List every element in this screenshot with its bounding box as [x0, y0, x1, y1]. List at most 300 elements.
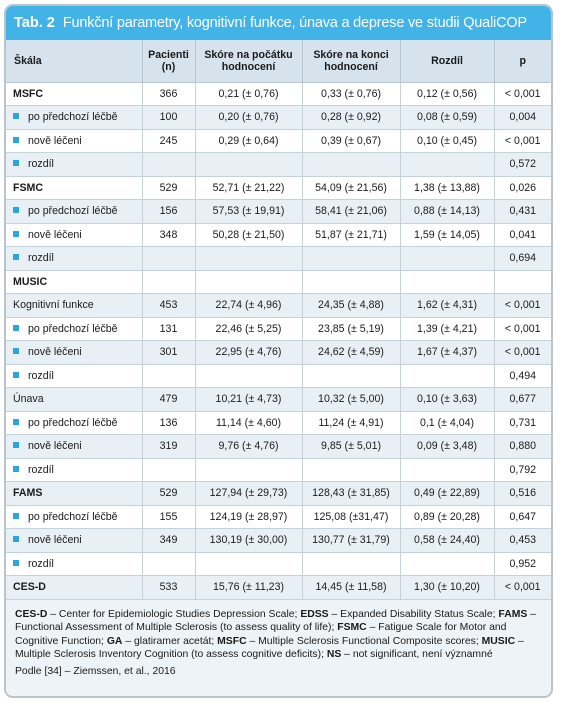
header-score-start: Skóre na počátku hodnocení	[195, 40, 302, 82]
cell-score-end	[302, 294, 400, 318]
cell-scale	[6, 411, 142, 435]
header-scale: Škála	[6, 40, 142, 82]
cell-text: 1,67 (± 4,37)	[417, 346, 477, 359]
table-row	[6, 200, 551, 224]
table-row	[6, 364, 551, 388]
cell-p-value	[494, 529, 551, 553]
cell-score-end	[302, 505, 400, 529]
abbreviation-definition: – Fatigue Scale for Motor and Cognitive Function;	[15, 622, 507, 647]
cell-text: 15,76 (± 11,23)	[213, 581, 284, 594]
cell-patients	[142, 270, 195, 294]
cell-text: 11,24 (± 4,91)	[318, 416, 384, 429]
cell-text: 0,28 (± 0,92)	[321, 111, 381, 124]
cell-text: FAMS	[13, 487, 43, 500]
cell-text: nově léčeni	[28, 228, 82, 241]
cell-text: 54,09 (± 21,56)	[315, 181, 387, 194]
cell-score-start	[195, 505, 302, 529]
cell-text: 22,95 (± 4,76)	[215, 346, 282, 359]
bullet-icon	[13, 419, 19, 425]
abbreviation-definition: – glatiramer acetát;	[122, 635, 218, 647]
cell-p-value	[494, 106, 551, 130]
table-row	[6, 153, 551, 177]
cell-text: 24,35 (± 4,88)	[318, 299, 384, 312]
cell-text: 136	[159, 416, 178, 429]
bullet-icon	[13, 254, 19, 260]
cell-score-start	[195, 200, 302, 224]
cell-patients	[142, 129, 195, 153]
cell-score-start	[195, 435, 302, 459]
cell-p-value	[494, 482, 551, 506]
cell-score-end	[302, 552, 400, 576]
cell-text: 0,20 (± 0,76)	[218, 111, 279, 124]
cell-difference	[400, 458, 494, 482]
cell-scale	[6, 223, 142, 247]
cell-scale	[6, 505, 142, 529]
cell-score-start	[195, 176, 302, 200]
cell-text: nově léčeni	[28, 534, 82, 547]
cell-text: 0,89 (± 20,28)	[414, 510, 480, 523]
cell-p-value	[494, 223, 551, 247]
cell-patients	[142, 364, 195, 388]
abbreviation-definition: – Multiple Sclerosis Inventory Cognition (to assess cognitive deficits);	[15, 635, 524, 661]
cell-text: 127,94 (± 29,73)	[209, 487, 288, 500]
abbreviation-term: MUSIC	[481, 635, 516, 647]
cell-score-end	[302, 129, 400, 153]
abbreviation-term: GA	[106, 635, 123, 647]
cell-difference	[400, 388, 494, 412]
bullet-icon	[13, 325, 19, 331]
cell-text: 131	[159, 322, 178, 335]
cell-text: 0,10 (± 3,63)	[417, 393, 477, 406]
table-row	[6, 505, 551, 529]
cell-patients	[142, 552, 195, 576]
cell-text: 0,494	[509, 369, 536, 382]
cell-text: 0,88 (± 14,13)	[414, 205, 480, 218]
cell-text: 130,19 (± 30,00)	[209, 534, 288, 547]
cell-p-value	[494, 129, 551, 153]
cell-score-end	[302, 435, 400, 459]
cell-score-start	[195, 388, 302, 412]
cell-text: 0,21 (± 0,76)	[218, 87, 279, 100]
cell-scale	[6, 106, 142, 130]
table-row	[6, 82, 551, 106]
cell-text: 0,677	[509, 393, 536, 406]
cell-score-end	[302, 411, 400, 435]
cell-text: 0,026	[509, 181, 536, 194]
cell-patients	[142, 576, 195, 600]
cell-difference	[400, 529, 494, 553]
cell-text: 155	[159, 510, 178, 523]
cell-scale	[6, 458, 142, 482]
cell-difference	[400, 153, 494, 177]
cell-text: < 0,001	[504, 346, 541, 359]
cell-text: 57,53 (± 19,91)	[212, 205, 285, 218]
cell-p-value	[494, 317, 551, 341]
bullet-icon	[13, 113, 19, 119]
cell-text: MUSIC	[13, 275, 48, 288]
cell-score-start	[195, 458, 302, 482]
cell-p-value	[494, 153, 551, 177]
cell-text: 0,731	[509, 416, 536, 429]
cell-scale	[6, 200, 142, 224]
cell-difference	[400, 129, 494, 153]
cell-scale	[6, 435, 142, 459]
cell-text: nově léčeni	[28, 440, 82, 453]
cell-score-start	[195, 552, 302, 576]
cell-patients	[142, 82, 195, 106]
cell-text: < 0,001	[504, 299, 541, 312]
cell-text: 0,792	[509, 463, 536, 476]
bullet-icon	[13, 137, 19, 143]
cell-text: 479	[159, 393, 178, 406]
cell-patients	[142, 200, 195, 224]
cell-text: MSFC	[13, 87, 44, 100]
table-row	[6, 458, 551, 482]
cell-p-value	[494, 505, 551, 529]
cell-p-value	[494, 294, 551, 318]
cell-text: rozdíl	[28, 463, 54, 476]
cell-text: 24,62 (± 4,59)	[318, 346, 384, 359]
table-row	[6, 270, 551, 294]
bullet-icon	[13, 560, 19, 566]
cell-score-end	[302, 176, 400, 200]
cell-score-end	[302, 106, 400, 130]
cell-patients	[142, 176, 195, 200]
cell-text: < 0,001	[504, 581, 541, 594]
table-row	[6, 223, 551, 247]
header-difference: Rozdíl	[400, 40, 494, 82]
cell-text: 319	[159, 440, 178, 453]
cell-difference	[400, 294, 494, 318]
abbreviation-term: MSFC	[217, 635, 247, 647]
table-title: Funkční parametry, kognitivní funkce, únava a deprese ve studii QualiCOP	[62, 15, 527, 31]
table-row	[6, 294, 551, 318]
table-title-bar	[6, 6, 551, 40]
cell-p-value	[494, 552, 551, 576]
cell-text: 301	[159, 346, 178, 359]
cell-text: 0,39 (± 0,67)	[321, 134, 381, 147]
cell-score-end	[302, 153, 400, 177]
cell-score-end	[302, 223, 400, 247]
cell-text: 0,1 (± 4,04)	[419, 416, 475, 429]
cell-score-end	[302, 317, 400, 341]
cell-scale	[6, 341, 142, 365]
cell-difference	[400, 247, 494, 271]
cell-score-end	[302, 529, 400, 553]
bullet-icon	[13, 348, 19, 354]
bullet-icon	[13, 231, 19, 237]
cell-text: 529	[159, 487, 178, 500]
cell-scale	[6, 176, 142, 200]
cell-score-end	[302, 341, 400, 365]
cell-text: 10,21 (± 4,73)	[215, 393, 282, 406]
cell-difference	[400, 106, 494, 130]
cell-text: CES-D	[13, 581, 46, 594]
cell-p-value	[494, 82, 551, 106]
cell-text: 10,32 (± 5,00)	[318, 393, 384, 406]
cell-text: 156	[159, 205, 178, 218]
cell-text: po předchozí léčbě	[28, 205, 118, 218]
bullet-icon	[13, 513, 19, 519]
cell-difference	[400, 341, 494, 365]
cell-text: 0,516	[509, 487, 536, 500]
cell-patients	[142, 223, 195, 247]
cell-text: 0,880	[509, 440, 536, 453]
cell-scale	[6, 247, 142, 271]
cell-text: 0,041	[509, 228, 536, 241]
cell-patients	[142, 482, 195, 506]
table-row	[6, 576, 551, 600]
table-row	[6, 529, 551, 553]
cell-text: 0,33 (± 0,76)	[321, 87, 381, 100]
cell-text: 22,46 (± 5,25)	[215, 322, 282, 335]
cell-text: 529	[159, 181, 178, 194]
cell-text: 0,29 (± 0,64)	[218, 134, 279, 147]
cell-p-value	[494, 458, 551, 482]
cell-text: Únava	[13, 393, 44, 406]
cell-patients	[142, 106, 195, 130]
cell-patients	[142, 411, 195, 435]
cell-text: rozdíl	[28, 369, 54, 382]
cell-score-start	[195, 223, 302, 247]
cell-score-end	[302, 247, 400, 271]
cell-text: 0,49 (± 22,89)	[414, 487, 480, 500]
cell-score-start	[195, 82, 302, 106]
cell-text: 124,19 (± 28,97)	[209, 510, 288, 523]
cell-text: 50,28 (± 21,50)	[212, 228, 285, 241]
cell-patients	[142, 505, 195, 529]
bullet-icon	[13, 207, 19, 213]
cell-patients	[142, 153, 195, 177]
cell-p-value	[494, 247, 551, 271]
table-row	[6, 552, 551, 576]
cell-text: 0,004	[509, 111, 536, 124]
header-patients: Pacienti (n)	[142, 40, 195, 82]
cell-score-end	[302, 576, 400, 600]
cell-text: 0,08 (± 0,59)	[417, 111, 477, 124]
cell-score-start	[195, 317, 302, 341]
cell-score-start	[195, 364, 302, 388]
cell-text: 100	[159, 111, 178, 124]
cell-text: 453	[159, 299, 178, 312]
cell-score-start	[195, 153, 302, 177]
bullet-icon	[13, 372, 19, 378]
cell-scale	[6, 129, 142, 153]
cell-score-start	[195, 529, 302, 553]
cell-score-start	[195, 294, 302, 318]
table-number: Tab. 2	[14, 15, 55, 31]
cell-text: po předchozí léčbě	[28, 510, 118, 523]
cell-text: 245	[159, 134, 178, 147]
cell-scale	[6, 294, 142, 318]
abbreviation-definition: – Expanded Disability Status Scale;	[328, 608, 499, 620]
cell-text: 9,85 (± 5,01)	[321, 440, 381, 453]
cell-difference	[400, 411, 494, 435]
abbreviation-definition: – Multiple Sclerosis Functional Composite scores;	[246, 635, 482, 647]
cell-text: 1,59 (± 14,05)	[414, 228, 480, 241]
cell-difference	[400, 223, 494, 247]
cell-difference	[400, 552, 494, 576]
cell-patients	[142, 529, 195, 553]
cell-text: 0,572	[509, 158, 536, 171]
abbreviations	[15, 608, 543, 662]
source-note: Podle [34] – Ziemssen, et al., 2016	[15, 665, 176, 677]
cell-patients	[142, 317, 195, 341]
cell-difference	[400, 176, 494, 200]
cell-text: 58,41 (± 21,06)	[315, 205, 387, 218]
cell-scale	[6, 364, 142, 388]
cell-text: 349	[159, 534, 178, 547]
bullet-icon	[13, 466, 19, 472]
cell-p-value	[494, 364, 551, 388]
header-row	[6, 40, 551, 82]
cell-text: 22,74 (± 4,96)	[215, 299, 282, 312]
cell-text: po předchozí léčbě	[28, 111, 118, 124]
abbreviation-term: CES-D	[15, 608, 48, 620]
abbreviation-term: NS	[326, 649, 342, 661]
cell-text: Kognitivní funkce	[13, 299, 94, 312]
cell-scale	[6, 82, 142, 106]
table-row	[6, 247, 551, 271]
cell-text: rozdíl	[28, 252, 54, 265]
cell-text: nově léčeni	[28, 346, 82, 359]
cell-difference	[400, 435, 494, 459]
abbreviation-term: FAMS	[498, 608, 528, 620]
cell-score-start	[195, 482, 302, 506]
table-row	[6, 129, 551, 153]
cell-text: 0,952	[509, 557, 536, 570]
cell-difference	[400, 576, 494, 600]
cell-text: 128,43 (± 31,85)	[312, 487, 390, 500]
results-table	[6, 40, 551, 600]
table-row	[6, 176, 551, 200]
cell-text: 125,08 (±31,47)	[313, 510, 389, 523]
cell-patients	[142, 435, 195, 459]
cell-scale	[6, 529, 142, 553]
cell-scale	[6, 576, 142, 600]
cell-scale	[6, 317, 142, 341]
table-row	[6, 317, 551, 341]
bullet-icon	[13, 442, 19, 448]
cell-scale	[6, 482, 142, 506]
cell-text: < 0,001	[504, 322, 541, 335]
cell-difference	[400, 505, 494, 529]
cell-text: 0,431	[509, 205, 536, 218]
header-p-value: p	[494, 40, 551, 82]
cell-patients	[142, 458, 195, 482]
table-row	[6, 411, 551, 435]
cell-p-value	[494, 576, 551, 600]
cell-difference	[400, 364, 494, 388]
table-row	[6, 341, 551, 365]
cell-patients	[142, 247, 195, 271]
cell-text: 11,14 (± 4,60)	[215, 416, 282, 429]
cell-text: 0,647	[509, 510, 536, 523]
cell-text: 366	[159, 87, 178, 100]
cell-score-start	[195, 411, 302, 435]
cell-text: 0,694	[509, 252, 536, 265]
cell-scale	[6, 552, 142, 576]
cell-text: < 0,001	[504, 87, 541, 100]
cell-text: 1,38 (± 13,88)	[414, 181, 480, 194]
cell-p-value	[494, 388, 551, 412]
cell-text: 0,10 (± 0,45)	[417, 134, 477, 147]
cell-patients	[142, 341, 195, 365]
cell-text: 0,58 (± 24,40)	[414, 534, 480, 547]
table-row	[6, 482, 551, 506]
cell-p-value	[494, 270, 551, 294]
cell-difference	[400, 482, 494, 506]
cell-score-start	[195, 247, 302, 271]
cell-difference	[400, 82, 494, 106]
cell-text: < 0,001	[504, 134, 541, 147]
cell-text: 14,45 (± 11,58)	[315, 581, 387, 594]
cell-scale	[6, 270, 142, 294]
abbreviation-definition: – not significant, není významné	[341, 649, 493, 661]
cell-p-value	[494, 176, 551, 200]
cell-text: 1,30 (± 10,20)	[414, 581, 480, 594]
cell-score-start	[195, 270, 302, 294]
cell-p-value	[494, 200, 551, 224]
header-score-end: Skóre na konci hodnocení	[302, 40, 400, 82]
cell-score-end	[302, 482, 400, 506]
cell-scale	[6, 153, 142, 177]
cell-score-start	[195, 129, 302, 153]
cell-text: 130,77 (± 31,79)	[312, 534, 390, 547]
table-row	[6, 388, 551, 412]
cell-text: rozdíl	[28, 557, 54, 570]
table-frame	[4, 4, 553, 698]
cell-text: FSMC	[13, 181, 44, 194]
cell-text: 0,12 (± 0,56)	[417, 87, 477, 100]
cell-text: 533	[159, 581, 178, 594]
table-row	[6, 106, 551, 130]
cell-text: po předchozí léčbě	[28, 416, 118, 429]
cell-text: po předchozí léčbě	[28, 322, 118, 335]
footnote	[6, 600, 551, 699]
abbreviation-definition: – Functional Assessment of Multiple Sclerosis (to assess quality of life);	[15, 608, 536, 634]
cell-patients	[142, 294, 195, 318]
bullet-icon	[13, 536, 19, 542]
cell-text: 52,71 (± 21,22)	[212, 181, 285, 194]
cell-text: 348	[159, 228, 178, 241]
abbreviation-term: EDSS	[300, 608, 329, 620]
cell-p-value	[494, 435, 551, 459]
cell-score-start	[195, 106, 302, 130]
cell-text: rozdíl	[28, 158, 54, 171]
cell-text: 1,39 (± 4,21)	[417, 322, 477, 335]
cell-text: 0,453	[509, 534, 536, 547]
cell-score-end	[302, 458, 400, 482]
cell-p-value	[494, 341, 551, 365]
cell-score-end	[302, 82, 400, 106]
abbreviation-definition: – Center for Epidemiologic Studies Depression Scale;	[47, 608, 301, 620]
cell-difference	[400, 317, 494, 341]
bullet-icon	[13, 160, 19, 166]
cell-text: 1,62 (± 4,31)	[417, 299, 477, 312]
cell-text: 0,09 (± 3,48)	[417, 440, 477, 453]
cell-text: 9,76 (± 4,76)	[218, 440, 279, 453]
cell-score-end	[302, 388, 400, 412]
cell-text: 23,85 (± 5,19)	[318, 322, 384, 335]
cell-difference	[400, 270, 494, 294]
cell-score-start	[195, 576, 302, 600]
cell-p-value	[494, 411, 551, 435]
cell-score-end	[302, 270, 400, 294]
table-row	[6, 435, 551, 459]
cell-difference	[400, 200, 494, 224]
abbreviation-term: FSMC	[337, 622, 367, 634]
